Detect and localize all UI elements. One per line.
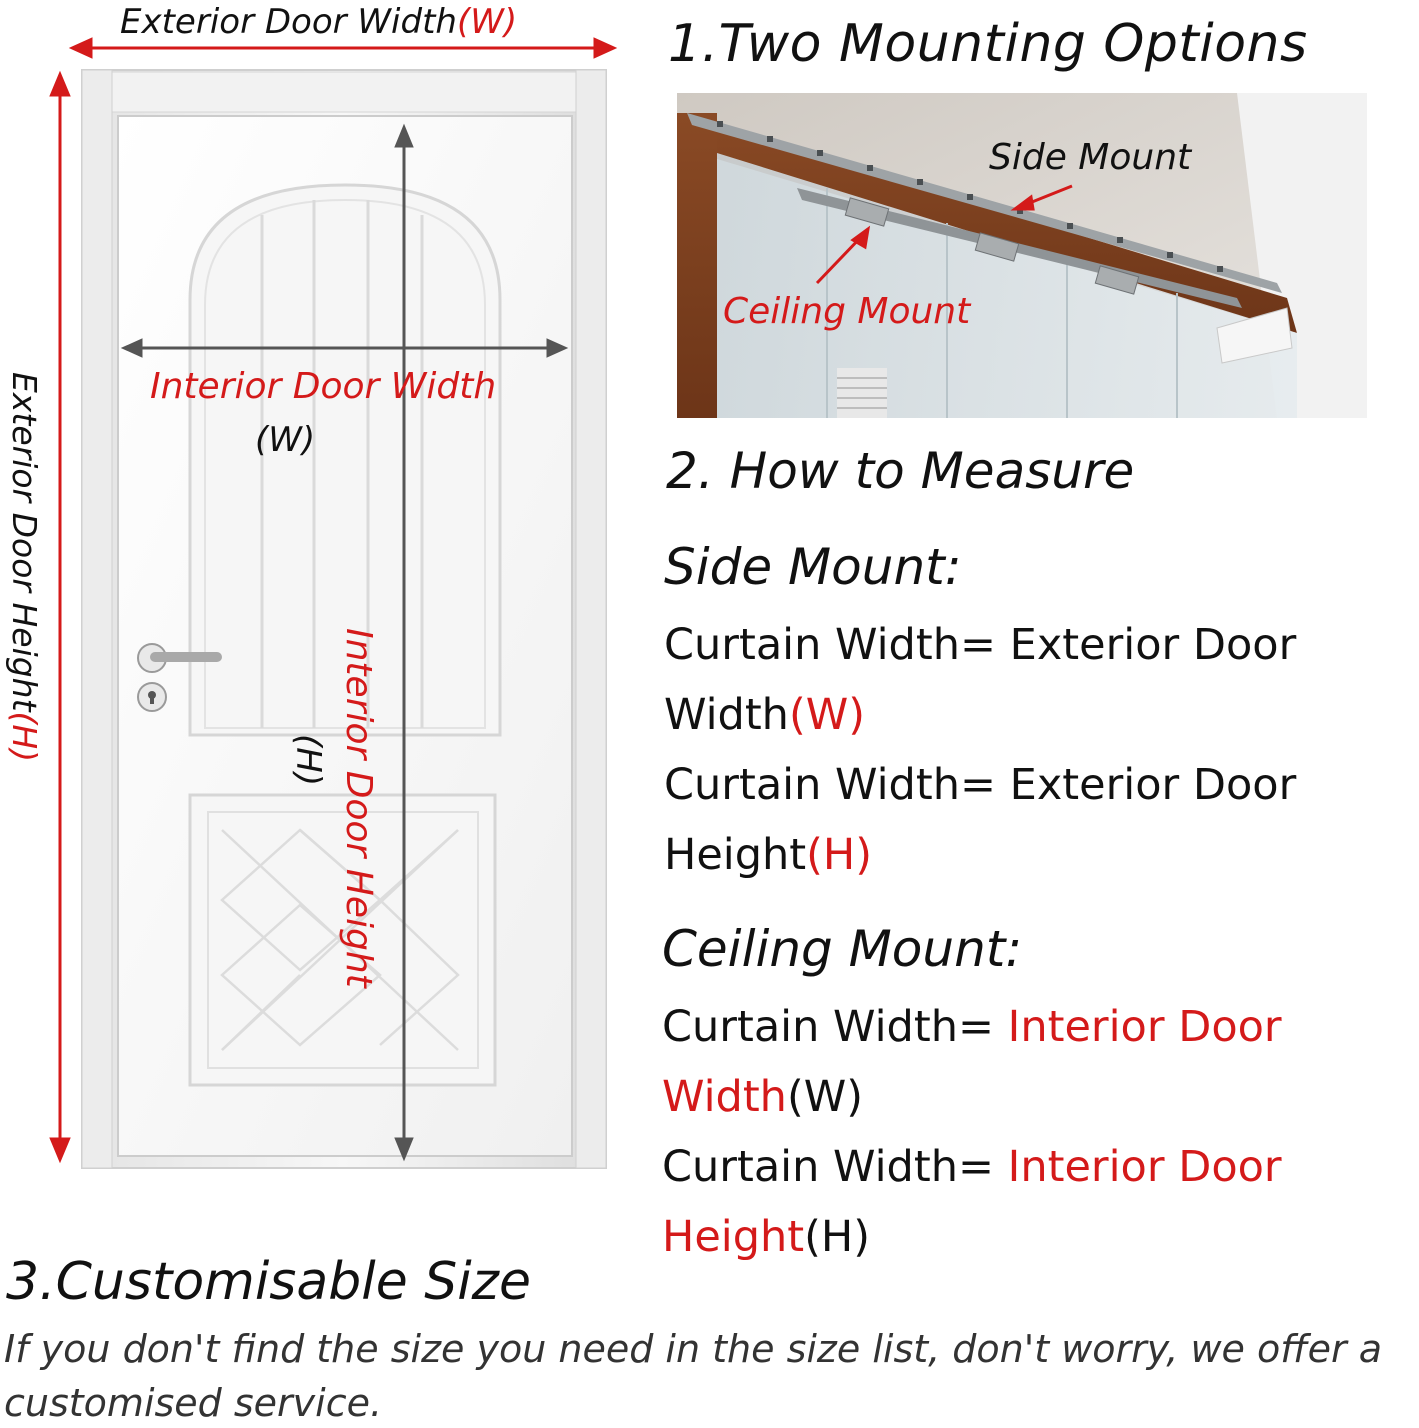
section3-text: If you don't find the size you need in the size list, don't worry, we offer a customised service. [4, 1327, 1383, 1425]
ceiling-mount-line2-red2: Height [662, 1212, 805, 1262]
photo-ceiling-mount-label: Ceiling Mount [723, 291, 971, 332]
section3-title: 3.Customisable Size [6, 1252, 531, 1312]
ceiling-mount-line2-symbol: (H) [804, 1212, 871, 1262]
interior-height-label: Interior Door Height [338, 628, 379, 988]
side-mount-line2-cont [664, 830, 872, 880]
interior-height-symbol: (H) [288, 734, 328, 787]
ceiling-mount-line1-symbol: (W) [786, 1072, 864, 1122]
exterior-height-arrow [50, 72, 70, 1162]
side-mount-line1-symbol: (W) [788, 690, 866, 740]
exterior-height-symbol: (H) [5, 711, 44, 763]
side-mount-line2-symbol: (H) [806, 830, 873, 880]
ceiling-mount-line2-prefix: Curtain Width= [662, 1142, 1008, 1192]
exterior-width-text: Exterior Door Width [120, 2, 457, 42]
door-illustration [0, 0, 640, 1180]
ceiling-mount-heading: Ceiling Mount: [662, 920, 1023, 978]
interior-width-label: Interior Door Width [150, 366, 497, 407]
mounting-photo [677, 93, 1367, 418]
side-mount-line2-suffix: Height [664, 830, 807, 880]
ceiling-mount-line1 [662, 1002, 1282, 1052]
exterior-width-label [120, 2, 517, 42]
side-mount-heading: Side Mount: [664, 538, 962, 596]
interior-width-symbol: (W) [255, 420, 316, 460]
photo-side-mount-label: Side Mount [989, 137, 1192, 178]
ceiling-mount-line2-red: Interior Door [1007, 1142, 1282, 1192]
side-mount-line1: Curtain Width= Exterior Door [664, 620, 1297, 670]
ceiling-mount-line2-cont [662, 1212, 870, 1262]
ceiling-mount-line1-cont [662, 1072, 863, 1122]
section2-title: 2. How to Measure [666, 442, 1135, 500]
exterior-height-label [5, 372, 44, 762]
ceiling-mount-line2 [662, 1142, 1282, 1192]
side-mount-line1-suffix: Width [664, 690, 789, 740]
side-mount-line1-cont [664, 690, 865, 740]
side-mount-line2: Curtain Width= Exterior Door [664, 760, 1297, 810]
ceiling-mount-line1-red2: Width [662, 1072, 787, 1122]
exterior-height-text: Exterior Door Height [5, 372, 44, 712]
ceiling-mount-line1-prefix: Curtain Width= [662, 1002, 1008, 1052]
exterior-width-symbol: (W) [456, 2, 518, 42]
ceiling-mount-line1-red: Interior Door [1007, 1002, 1282, 1052]
section1-title: 1.Two Mounting Options [668, 14, 1308, 74]
